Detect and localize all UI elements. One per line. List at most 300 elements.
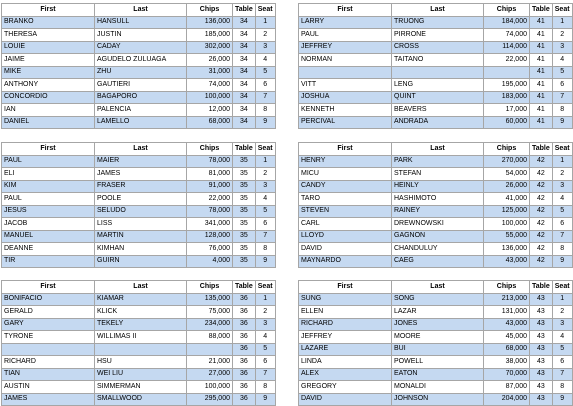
seat-cell[interactable]: 4 [552,331,572,344]
chips-cell[interactable]: 295,000 [187,393,233,406]
first-cell[interactable]: TIAN [2,368,95,381]
seat-cell[interactable]: 8 [552,104,572,117]
first-cell[interactable]: CANDY [299,180,392,193]
first-cell[interactable]: ALEX [299,368,392,381]
first-cell[interactable]: STEVEN [299,205,392,218]
chips-cell[interactable]: 341,000 [187,218,233,231]
chips-cell[interactable]: 70,000 [484,368,530,381]
last-cell[interactable]: BEAVERS [392,104,484,117]
seat-cell[interactable]: 3 [255,41,275,54]
seat-cell[interactable]: 8 [552,243,572,256]
column-header-first: First [299,281,392,294]
chips-cell[interactable]: 87,000 [484,381,530,394]
table-row [2,29,276,42]
last-cell[interactable]: MONALDI [392,381,484,394]
chips-cell[interactable]: 88,000 [187,331,233,344]
chips-cell[interactable]: 195,000 [484,79,530,92]
chips-cell[interactable]: 91,000 [187,180,233,193]
first-cell[interactable]: ELLEN [299,306,392,319]
table-cell[interactable]: 43 [530,293,553,306]
last-cell[interactable]: POOLE [95,193,187,206]
table-cell[interactable]: 43 [530,356,553,369]
seat-cell[interactable]: 7 [552,91,572,104]
seat-cell[interactable]: 2 [255,306,275,319]
chips-cell[interactable]: 100,000 [187,91,233,104]
last-cell[interactable]: LENG [392,79,484,92]
table-cell[interactable]: 35 [233,230,256,243]
table-cell[interactable]: 43 [530,393,553,406]
table-row [2,393,276,406]
chips-cell[interactable]: 74,000 [484,29,530,42]
seat-cell[interactable]: 6 [255,356,275,369]
seat-cell[interactable]: 8 [255,243,275,256]
chips-cell[interactable]: 68,000 [187,116,233,129]
chips-cell[interactable]: 136,000 [187,16,233,29]
column-header-first: First [299,143,392,156]
last-cell[interactable]: PIRRONE [392,29,484,42]
seat-cell[interactable]: 4 [552,54,572,67]
table-cell[interactable]: 42 [530,218,553,231]
first-cell[interactable]: THERESA [2,29,95,42]
table-cell[interactable]: 42 [530,243,553,256]
table-cell[interactable]: 43 [530,306,553,319]
last-cell[interactable]: CAEG [392,255,484,268]
table-cell[interactable]: 36 [233,293,256,306]
table-row [299,41,573,54]
chips-cell[interactable]: 302,000 [187,41,233,54]
table-cell[interactable]: 34 [233,79,256,92]
first-cell[interactable]: LAZARE [299,343,392,356]
seat-cell[interactable]: 9 [552,255,572,268]
last-cell[interactable]: GAUTIERI [95,79,187,92]
first-cell[interactable]: GARY [2,318,95,331]
last-cell[interactable]: SMALLWOOD [95,393,187,406]
column-header-first: First [299,4,392,17]
chips-cell[interactable]: 184,000 [484,16,530,29]
seat-cell[interactable]: 2 [552,168,572,181]
table-cell[interactable]: 43 [530,368,553,381]
seat-cell[interactable]: 6 [255,218,275,231]
last-cell[interactable]: SONG [392,293,484,306]
column-header-chips: Chips [187,281,233,294]
table-cell[interactable]: 35 [233,168,256,181]
table-cell[interactable]: 34 [233,66,256,79]
first-cell[interactable]: JAIME [2,54,95,67]
first-cell[interactable]: KIM [2,180,95,193]
first-cell[interactable]: GREGORY [299,381,392,394]
first-cell[interactable]: LOUIE [2,41,95,54]
seating-table-block [298,142,573,268]
column-header-first: First [2,281,95,294]
first-cell[interactable]: RICHARD [2,356,95,369]
last-cell[interactable]: SELUDO [95,205,187,218]
table-cell[interactable]: 42 [530,230,553,243]
chips-cell[interactable]: 81,000 [187,168,233,181]
last-cell[interactable]: DREWNOWSKI [392,218,484,231]
first-cell[interactable]: BRANKO [2,16,95,29]
table-cell[interactable]: 42 [530,205,553,218]
column-header-last: Last [392,281,484,294]
last-cell[interactable]: GAGNON [392,230,484,243]
last-cell[interactable]: MAIER [95,155,187,168]
first-cell[interactable]: TYRONE [2,331,95,344]
seat-cell[interactable]: 4 [255,331,275,344]
seat-cell[interactable]: 1 [255,16,275,29]
chips-cell[interactable]: 185,000 [187,29,233,42]
seat-cell[interactable]: 5 [552,343,572,356]
last-cell[interactable]: CADAY [95,41,187,54]
table-cell[interactable]: 36 [233,306,256,319]
seat-cell[interactable]: 4 [255,193,275,206]
seat-cell[interactable]: 2 [255,29,275,42]
chips-cell[interactable]: 135,000 [187,293,233,306]
table-cell[interactable]: 42 [530,255,553,268]
last-cell[interactable]: JOHNSON [392,393,484,406]
seat-cell[interactable]: 3 [255,318,275,331]
column-header-seat: Seat [255,143,275,156]
table-row [299,368,573,381]
last-cell[interactable]: KIAMAR [95,293,187,306]
chips-cell[interactable]: 43,000 [484,318,530,331]
seat-cell[interactable]: 2 [552,29,572,42]
table-row [2,155,276,168]
table-row [2,54,276,67]
chips-cell[interactable]: 54,000 [484,168,530,181]
last-cell[interactable]: HASHIMOTO [392,193,484,206]
table-cell[interactable]: 34 [233,16,256,29]
last-cell[interactable]: TAITANO [392,54,484,67]
last-cell[interactable]: RAINEY [392,205,484,218]
first-cell[interactable]: TIR [2,255,95,268]
seat-cell[interactable]: 5 [255,343,275,356]
table-cell[interactable]: 34 [233,91,256,104]
chips-cell[interactable]: 128,000 [187,230,233,243]
table-cell[interactable]: 35 [233,243,256,256]
table-row [299,116,573,129]
first-cell[interactable]: ELI [2,168,95,181]
table-cell[interactable]: 42 [530,193,553,206]
table-row [2,66,276,79]
table-cell[interactable]: 34 [233,116,256,129]
chips-cell[interactable] [187,343,233,356]
chips-cell[interactable]: 22,000 [187,193,233,206]
seat-cell[interactable]: 2 [552,306,572,319]
first-cell[interactable]: JAMES [2,393,95,406]
seat-cell[interactable]: 9 [255,116,275,129]
chips-cell[interactable]: 234,000 [187,318,233,331]
last-cell[interactable]: JUSTIN [95,29,187,42]
last-cell[interactable]: KLICK [95,306,187,319]
table-row [299,180,573,193]
table-cell[interactable]: 41 [530,91,553,104]
seat-cell[interactable]: 7 [552,230,572,243]
table-row [2,218,276,231]
last-cell[interactable]: LAZAR [392,306,484,319]
last-cell[interactable]: JONES [392,318,484,331]
last-cell[interactable]: BUI [392,343,484,356]
seat-cell[interactable]: 6 [552,218,572,231]
table-row [299,343,573,356]
first-cell[interactable]: DAVID [299,243,392,256]
first-cell[interactable]: MIKE [2,66,95,79]
first-cell[interactable]: CONCORDIO [2,91,95,104]
last-cell[interactable]: WILLIMAS II [95,331,187,344]
chips-cell[interactable]: 55,000 [484,230,530,243]
last-cell[interactable]: CHANDULUY [392,243,484,256]
first-cell[interactable]: JOSHUA [299,91,392,104]
first-cell[interactable]: DANIEL [2,116,95,129]
chips-cell[interactable]: 114,000 [484,41,530,54]
last-cell[interactable]: FRASER [95,180,187,193]
seat-cell[interactable]: 3 [552,41,572,54]
chips-cell[interactable]: 270,000 [484,155,530,168]
last-cell[interactable]: HANSULL [95,16,187,29]
table-cell[interactable]: 36 [233,331,256,344]
seat-cell[interactable]: 8 [552,381,572,394]
chips-cell[interactable]: 26,000 [187,54,233,67]
table-cell[interactable]: 41 [530,16,553,29]
first-cell[interactable]: NORMAN [299,54,392,67]
first-cell[interactable]: GERALD [2,306,95,319]
first-cell[interactable]: IAN [2,104,95,117]
table-cell[interactable]: 41 [530,29,553,42]
chips-cell[interactable]: 4,000 [187,255,233,268]
seat-cell[interactable]: 7 [255,230,275,243]
last-cell[interactable] [392,66,484,79]
seat-cell[interactable]: 9 [552,393,572,406]
chips-cell[interactable]: 100,000 [187,381,233,394]
table-cell[interactable]: 36 [233,381,256,394]
seat-cell[interactable]: 8 [255,381,275,394]
first-cell[interactable]: MAYNARDO [299,255,392,268]
chips-cell[interactable]: 204,000 [484,393,530,406]
first-cell[interactable] [2,343,95,356]
first-cell[interactable]: LLOYD [299,230,392,243]
seat-cell[interactable]: 7 [255,368,275,381]
table-row [2,193,276,206]
first-cell[interactable]: LARRY [299,16,392,29]
seat-cell[interactable]: 1 [552,155,572,168]
last-cell[interactable]: BAGAPORO [95,91,187,104]
first-cell[interactable]: KENNETH [299,104,392,117]
last-cell[interactable] [95,343,187,356]
chips-cell[interactable]: 22,000 [484,54,530,67]
last-cell[interactable]: HEINLY [392,180,484,193]
table-cell[interactable]: 36 [233,368,256,381]
last-cell[interactable]: HSU [95,356,187,369]
first-cell[interactable]: AUSTIN [2,381,95,394]
table-cell[interactable]: 34 [233,41,256,54]
last-cell[interactable]: WEI LIU [95,368,187,381]
first-cell[interactable]: DAVID [299,393,392,406]
column-header-table: Table [233,4,256,17]
first-cell[interactable] [299,66,392,79]
seat-cell[interactable]: 7 [552,368,572,381]
first-cell[interactable]: JEFFREY [299,41,392,54]
column-header-chips: Chips [484,143,530,156]
seat-cell[interactable]: 4 [255,54,275,67]
table-row [299,230,573,243]
last-cell[interactable]: QUINT [392,91,484,104]
seat-cell[interactable]: 1 [255,155,275,168]
last-cell[interactable]: EATON [392,368,484,381]
first-cell[interactable]: SUNG [299,293,392,306]
table-cell[interactable]: 34 [233,29,256,42]
seat-cell[interactable]: 3 [552,318,572,331]
chips-cell[interactable]: 26,000 [484,180,530,193]
seat-cell[interactable]: 8 [255,104,275,117]
seat-cell[interactable]: 1 [552,16,572,29]
seat-cell[interactable]: 9 [255,393,275,406]
table-cell[interactable]: 42 [530,180,553,193]
seat-cell[interactable]: 6 [255,79,275,92]
first-cell[interactable]: CARL [299,218,392,231]
last-cell[interactable]: PALENCIA [95,104,187,117]
chips-cell[interactable] [484,66,530,79]
seat-cell[interactable]: 9 [552,116,572,129]
seat-cell[interactable]: 5 [255,66,275,79]
first-cell[interactable]: PAUL [2,155,95,168]
last-cell[interactable]: CROSS [392,41,484,54]
chips-cell[interactable]: 60,000 [484,116,530,129]
table-cell[interactable]: 43 [530,343,553,356]
last-cell[interactable]: MOORE [392,331,484,344]
seat-cell[interactable]: 5 [255,205,275,218]
first-cell[interactable]: PAUL [299,29,392,42]
first-cell[interactable]: LINDA [299,356,392,369]
table-cell[interactable]: 41 [530,54,553,67]
column-header-chips: Chips [187,143,233,156]
table-cell[interactable]: 35 [233,205,256,218]
chips-cell[interactable]: 125,000 [484,205,530,218]
chips-cell[interactable]: 38,000 [484,356,530,369]
first-cell[interactable]: PAUL [2,193,95,206]
table-cell[interactable]: 35 [233,155,256,168]
chips-cell[interactable]: 76,000 [187,243,233,256]
first-cell[interactable]: JEFFREY [299,331,392,344]
table-cell[interactable]: 42 [530,155,553,168]
chips-cell[interactable]: 131,000 [484,306,530,319]
table-row [2,318,276,331]
chips-cell[interactable]: 213,000 [484,293,530,306]
last-cell[interactable]: ZHU [95,66,187,79]
column-header-seat: Seat [552,143,572,156]
first-cell[interactable]: JACOB [2,218,95,231]
table-cell[interactable]: 41 [530,66,553,79]
first-cell[interactable]: VITT [299,79,392,92]
table-cell[interactable]: 41 [530,79,553,92]
last-cell[interactable]: MARTIN [95,230,187,243]
last-cell[interactable]: AGUDELO ZULUAGA [95,54,187,67]
last-cell[interactable]: SIMMERMAN [95,381,187,394]
table-cell[interactable]: 41 [530,41,553,54]
first-cell[interactable]: MICU [299,168,392,181]
first-cell[interactable]: RICHARD [299,318,392,331]
table-cell[interactable]: 41 [530,104,553,117]
column-header-seat: Seat [552,281,572,294]
first-cell[interactable]: MANUEL [2,230,95,243]
column-header-first: First [2,4,95,17]
last-cell[interactable]: POWELL [392,356,484,369]
table-cell[interactable]: 34 [233,104,256,117]
chips-cell[interactable]: 41,000 [484,193,530,206]
table-cell[interactable]: 36 [233,393,256,406]
chips-cell[interactable]: 17,000 [484,104,530,117]
chips-cell[interactable]: 12,000 [187,104,233,117]
table-cell[interactable]: 36 [233,318,256,331]
last-cell[interactable]: LAMELLO [95,116,187,129]
last-cell[interactable]: JAMES [95,168,187,181]
seat-cell[interactable]: 3 [255,180,275,193]
table-cell[interactable]: 35 [233,193,256,206]
seat-cell[interactable]: 1 [255,293,275,306]
table-cell[interactable]: 43 [530,381,553,394]
table-cell[interactable]: 36 [233,356,256,369]
chips-cell[interactable]: 21,000 [187,356,233,369]
table-row [2,180,276,193]
chips-cell[interactable]: 78,000 [187,205,233,218]
table-cell[interactable]: 41 [530,116,553,129]
seat-cell[interactable]: 1 [552,293,572,306]
table-cell[interactable]: 36 [233,343,256,356]
first-cell[interactable]: DEANNE [2,243,95,256]
seat-cell[interactable]: 5 [552,66,572,79]
seat-cell[interactable]: 2 [255,168,275,181]
first-cell[interactable]: BONIFACIO [2,293,95,306]
table-cell[interactable]: 35 [233,218,256,231]
chips-cell[interactable]: 100,000 [484,218,530,231]
first-cell[interactable]: PERCIVAL [299,116,392,129]
table-cell[interactable]: 43 [530,318,553,331]
table-cell[interactable]: 34 [233,54,256,67]
table-cell[interactable]: 43 [530,331,553,344]
chips-cell[interactable]: 31,000 [187,66,233,79]
chips-cell[interactable]: 78,000 [187,155,233,168]
chips-cell[interactable]: 183,000 [484,91,530,104]
table-cell[interactable]: 42 [530,168,553,181]
first-cell[interactable]: JESUS [2,205,95,218]
last-cell[interactable]: ANDRADA [392,116,484,129]
chips-cell[interactable]: 43,000 [484,255,530,268]
chips-cell[interactable]: 75,000 [187,306,233,319]
chips-cell[interactable]: 68,000 [484,343,530,356]
seat-cell[interactable]: 7 [255,91,275,104]
last-cell[interactable]: KIMHAN [95,243,187,256]
last-cell[interactable]: STEFAN [392,168,484,181]
first-cell[interactable]: HENRY [299,155,392,168]
last-cell[interactable]: TEKELY [95,318,187,331]
last-cell[interactable]: LISS [95,218,187,231]
first-cell[interactable]: ANTHONY [2,79,95,92]
last-cell[interactable]: PARK [392,155,484,168]
last-cell[interactable]: GUIRN [95,255,187,268]
chips-cell[interactable]: 136,000 [484,243,530,256]
seat-cell[interactable]: 4 [552,193,572,206]
seat-cell[interactable]: 5 [552,205,572,218]
first-cell[interactable]: TARO [299,193,392,206]
seat-cell[interactable]: 6 [552,79,572,92]
chips-cell[interactable]: 45,000 [484,331,530,344]
table-cell[interactable]: 35 [233,180,256,193]
last-cell[interactable]: TRUONG [392,16,484,29]
seat-cell[interactable]: 6 [552,356,572,369]
chips-cell[interactable]: 27,000 [187,368,233,381]
header-row [2,4,276,17]
seat-cell[interactable]: 3 [552,180,572,193]
seat-cell[interactable]: 9 [255,255,275,268]
chips-cell[interactable]: 74,000 [187,79,233,92]
table-cell[interactable]: 35 [233,255,256,268]
